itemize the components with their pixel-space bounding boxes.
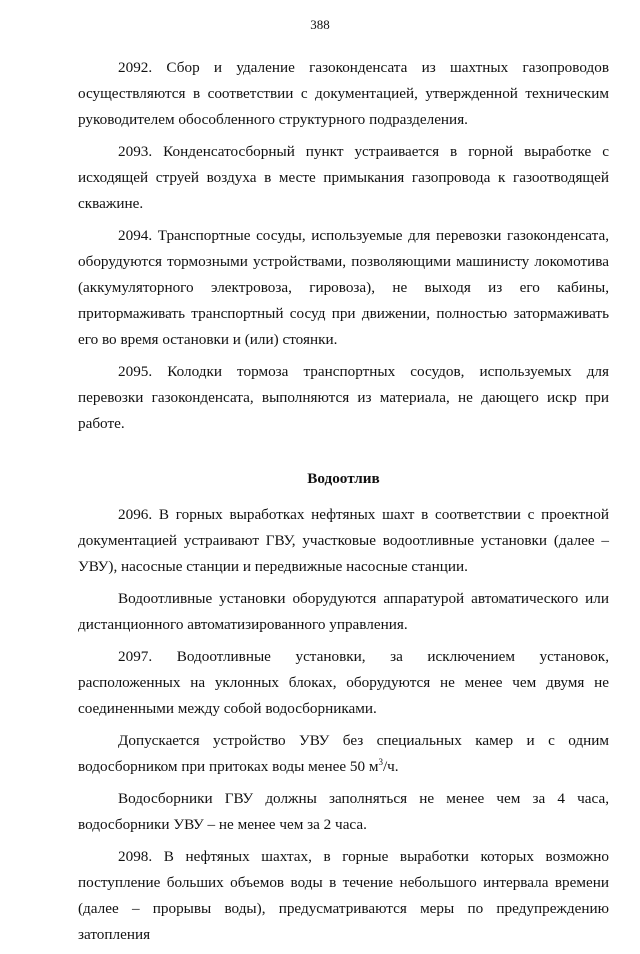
flow-text-after: /ч. bbox=[382, 758, 399, 775]
paragraph-2093: 2093. Конденсатосборный пункт устраивается в горной выработке с исходящей струей воздуха в месте примыкания газопровода к газоотводящей скважине. bbox=[78, 143, 609, 212]
section-heading: Водоотлив bbox=[307, 470, 380, 487]
document-body bbox=[78, 55, 609, 954]
page-number: 388 bbox=[310, 17, 330, 32]
paragraph-2094: 2094. Транспортные сосуды, используемые для перевозки газоконденсата, оборудуются тормозными устройствами, позволяющими машинисту локомотива (аккумуляторного электровоза, гировоза), не выходя из его кабины, притормаживать транспортный сосуд при движении, полностью затормаживать его во время остановки и (или) стоянки. bbox=[78, 227, 609, 348]
paragraph-2092: 2092. Сбор и удаление газоконденсата из шахтных газопроводов осуществляются в соответствии с документацией, утвержденной техническим руководителем обособленного структурного подразделения. bbox=[78, 59, 609, 128]
paragraph-automation: Водоотливные установки оборудуются аппаратурой автоматического или дистанционного автоматизированного управления. bbox=[78, 590, 609, 633]
paragraph-2095: 2095. Колодки тормоза транспортных сосудов, используемых для перевозки газоконденсата, выполняются из материала, не дающего искр при работе. bbox=[78, 363, 609, 432]
paragraph-2098: 2098. В нефтяных шахтах, в горные выработки которых возможно поступление больших объемов воды в течение небольшого интервала времени (далее – прорывы воды), предусматриваются меры по предупреждению затопления bbox=[78, 848, 609, 943]
flow-text-before: Допускается устройство УВУ без специальных камер и с одним водосборником при притоках воды менее 50 м bbox=[78, 732, 609, 775]
paragraph-2096: 2096. В горных выработках нефтяных шахт в соответствии с проектной документацией устраивают ГВУ, участковые водоотливные установки (далее – УВУ), насосные станции и передвижные насосные станции. bbox=[78, 506, 609, 575]
paragraph-2097: 2097. Водоотливные установки, за исключением установок, расположенных на уклонных блоках, оборудуются не менее чем двумя не соединенными между собой водосборниками. bbox=[78, 648, 609, 717]
paragraph-fill-time: Водосборники ГВУ должны заполняться не менее чем за 4 часа, водосборники УВУ – не менее чем за 2 часа. bbox=[78, 790, 609, 833]
flow-superscript: 3 bbox=[378, 756, 383, 767]
paragraph-flow-allowance bbox=[78, 728, 609, 780]
